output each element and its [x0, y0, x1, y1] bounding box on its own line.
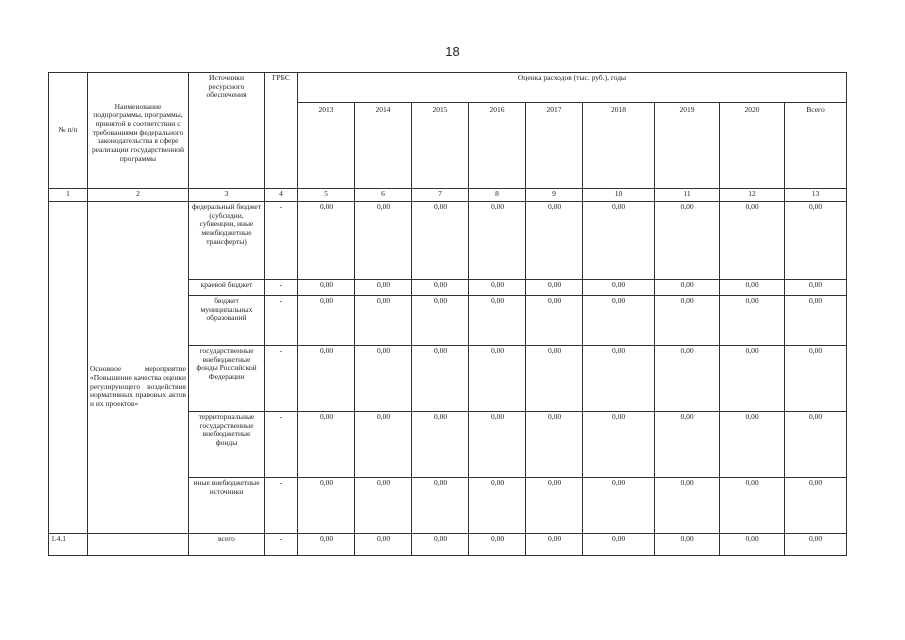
value-cell: 0,00 — [355, 412, 412, 478]
value-cell: 0,00 — [785, 346, 847, 412]
column-number: 4 — [265, 189, 298, 202]
column-number: 6 — [355, 189, 412, 202]
value-cell: 0,00 — [298, 296, 355, 346]
value-cell: 0,00 — [526, 202, 583, 280]
value-cell: 0,00 — [298, 202, 355, 280]
value-cell: 0,00 — [655, 296, 720, 346]
header-year: 2018 — [583, 103, 655, 189]
column-number: 5 — [298, 189, 355, 202]
value-cell: 0,00 — [355, 478, 412, 534]
column-number: 8 — [469, 189, 526, 202]
column-number: 13 — [785, 189, 847, 202]
column-number: 1 — [49, 189, 88, 202]
value-cell: 0,00 — [720, 346, 785, 412]
funding-source: бюджет муниципальных образований — [189, 296, 265, 346]
value-cell: 0,00 — [785, 478, 847, 534]
value-cell: 0,00 — [526, 534, 583, 556]
funding-source: территориальные государственные внебюджетные фонды — [189, 412, 265, 478]
value-cell: 0,00 — [298, 280, 355, 296]
value-cell: 0,00 — [720, 202, 785, 280]
value-cell: 0,00 — [720, 280, 785, 296]
header-year: 2017 — [526, 103, 583, 189]
funding-source: федеральный бюджет (субсидии, субвенции, иные межбюджетные трансферты) — [189, 202, 265, 280]
value-cell: 0,00 — [412, 296, 469, 346]
group-number-cell — [49, 202, 88, 534]
value-cell: 0,00 — [655, 202, 720, 280]
value-cell: 0,00 — [469, 478, 526, 534]
funding-source: государственные внебюджетные фонды Российской Федерации — [189, 346, 265, 412]
value-cell: 0,00 — [355, 534, 412, 556]
value-cell: 0,00 — [785, 412, 847, 478]
value-cell: 0,00 — [412, 478, 469, 534]
grbs-cell: - — [265, 202, 298, 280]
column-number: 12 — [720, 189, 785, 202]
value-cell: 0,00 — [298, 346, 355, 412]
column-number: 11 — [655, 189, 720, 202]
row-name — [88, 534, 189, 556]
value-cell: 0,00 — [583, 202, 655, 280]
funding-source: краевой бюджет — [189, 280, 265, 296]
value-cell: 0,00 — [785, 202, 847, 280]
data-row — [49, 202, 847, 280]
next-row — [49, 534, 847, 556]
group-title: Основное мероприятие «Повышение качества оценки регулирующего воздействия нормативных правовых актов и их проектов» — [88, 202, 189, 534]
header-year-total: Всего — [785, 103, 847, 189]
value-cell: 0,00 — [583, 296, 655, 346]
value-cell: 0,00 — [655, 534, 720, 556]
funding-source: иные внебюджетные источники — [189, 478, 265, 534]
value-cell: 0,00 — [655, 412, 720, 478]
grbs-cell: - — [265, 412, 298, 478]
grbs-cell: - — [265, 280, 298, 296]
header-grbs: ГРБС — [265, 73, 298, 189]
value-cell: 0,00 — [298, 412, 355, 478]
page-number: 18 — [445, 44, 460, 59]
value-cell: 0,00 — [785, 296, 847, 346]
value-cell: 0,00 — [412, 280, 469, 296]
header-year: 2013 — [298, 103, 355, 189]
header-num: № п/п — [49, 73, 88, 189]
value-cell: 0,00 — [655, 478, 720, 534]
value-cell: 0,00 — [412, 412, 469, 478]
value-cell: 0,00 — [655, 346, 720, 412]
header-year: 2016 — [469, 103, 526, 189]
value-cell: 0,00 — [720, 534, 785, 556]
value-cell: 0,00 — [355, 296, 412, 346]
value-cell: 0,00 — [785, 280, 847, 296]
value-cell: 0,00 — [412, 346, 469, 412]
value-cell: 0,00 — [526, 280, 583, 296]
header-year: 2015 — [412, 103, 469, 189]
value-cell: 0,00 — [469, 202, 526, 280]
header-year: 2019 — [655, 103, 720, 189]
value-cell: 0,00 — [412, 534, 469, 556]
column-number: 3 — [189, 189, 265, 202]
grbs-cell: - — [265, 478, 298, 534]
column-number: 2 — [88, 189, 189, 202]
value-cell: 0,00 — [298, 534, 355, 556]
value-cell: 0,00 — [583, 412, 655, 478]
grbs-cell: - — [265, 296, 298, 346]
value-cell: 0,00 — [583, 280, 655, 296]
value-cell: 0,00 — [526, 346, 583, 412]
row-number: 1.4.1 — [49, 534, 88, 556]
value-cell: 0,00 — [469, 534, 526, 556]
funding-source: всего — [189, 534, 265, 556]
value-cell: 0,00 — [355, 280, 412, 296]
column-number: 7 — [412, 189, 469, 202]
value-cell: 0,00 — [469, 280, 526, 296]
header-sources: Источники ресурсного обеспечения — [189, 73, 265, 189]
value-cell: 0,00 — [526, 478, 583, 534]
value-cell: 0,00 — [720, 478, 785, 534]
column-number: 9 — [526, 189, 583, 202]
header-year: 2020 — [720, 103, 785, 189]
value-cell: 0,00 — [469, 412, 526, 478]
header-row — [49, 73, 847, 103]
header-year: 2014 — [355, 103, 412, 189]
value-cell: 0,00 — [655, 280, 720, 296]
header-estimate: Оценка расходов (тыс. руб.), годы — [298, 73, 847, 103]
header-name: Наименование подпрограммы, программы, принятой в соответствии с требованиями федерального законодательства в сфере реализации государственной программы — [88, 73, 189, 189]
value-cell: 0,00 — [785, 534, 847, 556]
grbs-cell: - — [265, 346, 298, 412]
value-cell: 0,00 — [720, 296, 785, 346]
value-cell: 0,00 — [583, 534, 655, 556]
value-cell: 0,00 — [583, 478, 655, 534]
value-cell: 0,00 — [526, 296, 583, 346]
value-cell: 0,00 — [583, 346, 655, 412]
value-cell: 0,00 — [469, 296, 526, 346]
value-cell: 0,00 — [469, 346, 526, 412]
column-number-row — [49, 189, 847, 202]
column-number: 10 — [583, 189, 655, 202]
value-cell: 0,00 — [355, 346, 412, 412]
grbs-cell: - — [265, 534, 298, 556]
value-cell: 0,00 — [298, 478, 355, 534]
value-cell: 0,00 — [526, 412, 583, 478]
budget-table — [48, 72, 847, 556]
value-cell: 0,00 — [412, 202, 469, 280]
value-cell: 0,00 — [355, 202, 412, 280]
value-cell: 0,00 — [720, 412, 785, 478]
